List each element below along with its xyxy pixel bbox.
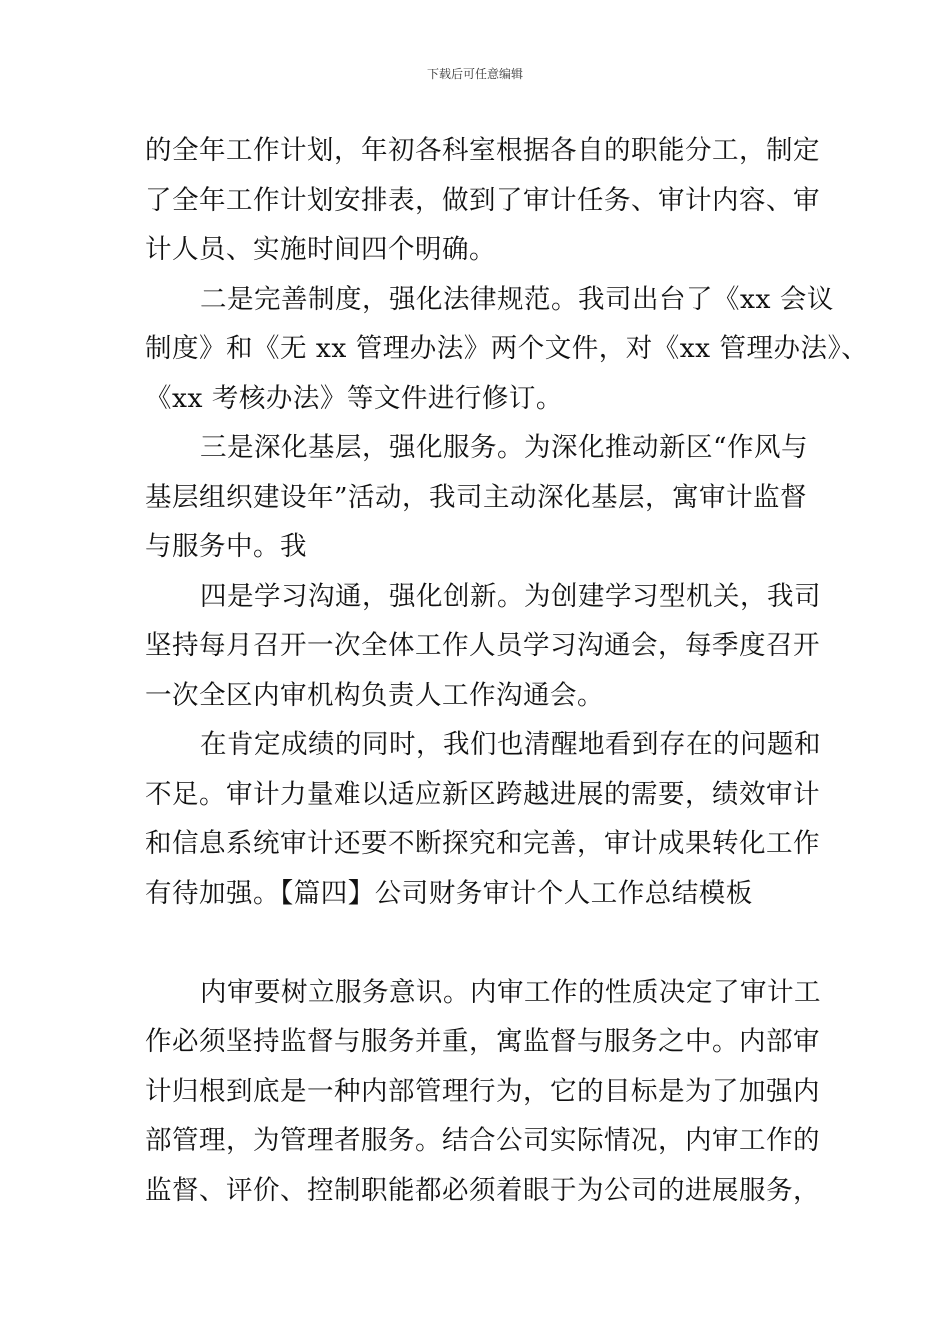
text-line: 内审要树立服务意识。内审工作的性质决定了审计工 — [200, 976, 821, 1008]
text-line: 在肯定成绩的同时，我们也清醒地看到存在的问题和 — [200, 729, 821, 760]
text-line: 监督、评价、控制职能都必须着眼于为公司的进展服务， — [145, 1174, 820, 1206]
paragraph-point-two — [145, 275, 869, 424]
paragraph-internal-audit — [145, 968, 821, 1216]
text-line: 坚持每月召开一次全体工作人员学习沟通会，每季度召开 — [145, 630, 820, 661]
page-header: 下载后可任意编辑 — [426, 67, 523, 81]
text-line: 了全年工作计划安排表，做到了审计任务、审计内容、审 — [145, 184, 820, 216]
text-line: 《xx 考核办法》等文件进行修订。 — [145, 382, 563, 414]
text-line: 和信息系统审计还要不断探究和完善，审计成果转化工作 — [145, 828, 820, 859]
text-line: 计归根到底是一种内部管理行为，它的目标是为了加强内 — [145, 1075, 820, 1107]
text-line: 的全年工作计划，年初各科室根据各自的职能分工，制定 — [145, 135, 820, 166]
paragraph-point-four — [145, 572, 821, 721]
text-line: 部管理，为管理者服务。结合公司实际情况，内审工作的 — [145, 1125, 820, 1156]
text-line: 基层组织建设年”活动，我司主动深化基层，寓审计监督 — [145, 481, 808, 513]
paragraph-point-three — [145, 423, 813, 572]
text-line: 作必须坚持监督与服务并重，寓监督与服务之中。内部审 — [145, 1026, 820, 1057]
text-line: 有待加强。【篇四】公司财务审计个人工作总结模板 — [145, 877, 753, 909]
text-line: 四是学习沟通，强化创新。为创建学习型机关，我司 — [200, 580, 821, 612]
text-line: 三是深化基层，强化服务。为深化推动新区“作风与 — [200, 432, 809, 463]
paragraph-shortcomings — [145, 720, 821, 918]
paragraph-spacer — [145, 918, 813, 968]
document-body — [145, 126, 869, 1215]
text-line: 与服务中。我 — [145, 531, 307, 562]
text-line: 不足。审计力量难以适应新区跨越进展的需要，绩效审计 — [145, 778, 820, 810]
text-line: 一次全区内审机构负责人工作沟通会。 — [145, 679, 604, 711]
text-line: 计人员、实施时间四个明确。 — [145, 234, 496, 265]
paragraph-plan-continuation — [145, 126, 820, 275]
text-line: 二是完善制度，强化法律规范。我司出台了《xx 会议 — [200, 283, 834, 315]
text-line: 制度》和《无 xx 管理办法》两个文件，对《xx 管理办法》、 — [145, 333, 869, 364]
